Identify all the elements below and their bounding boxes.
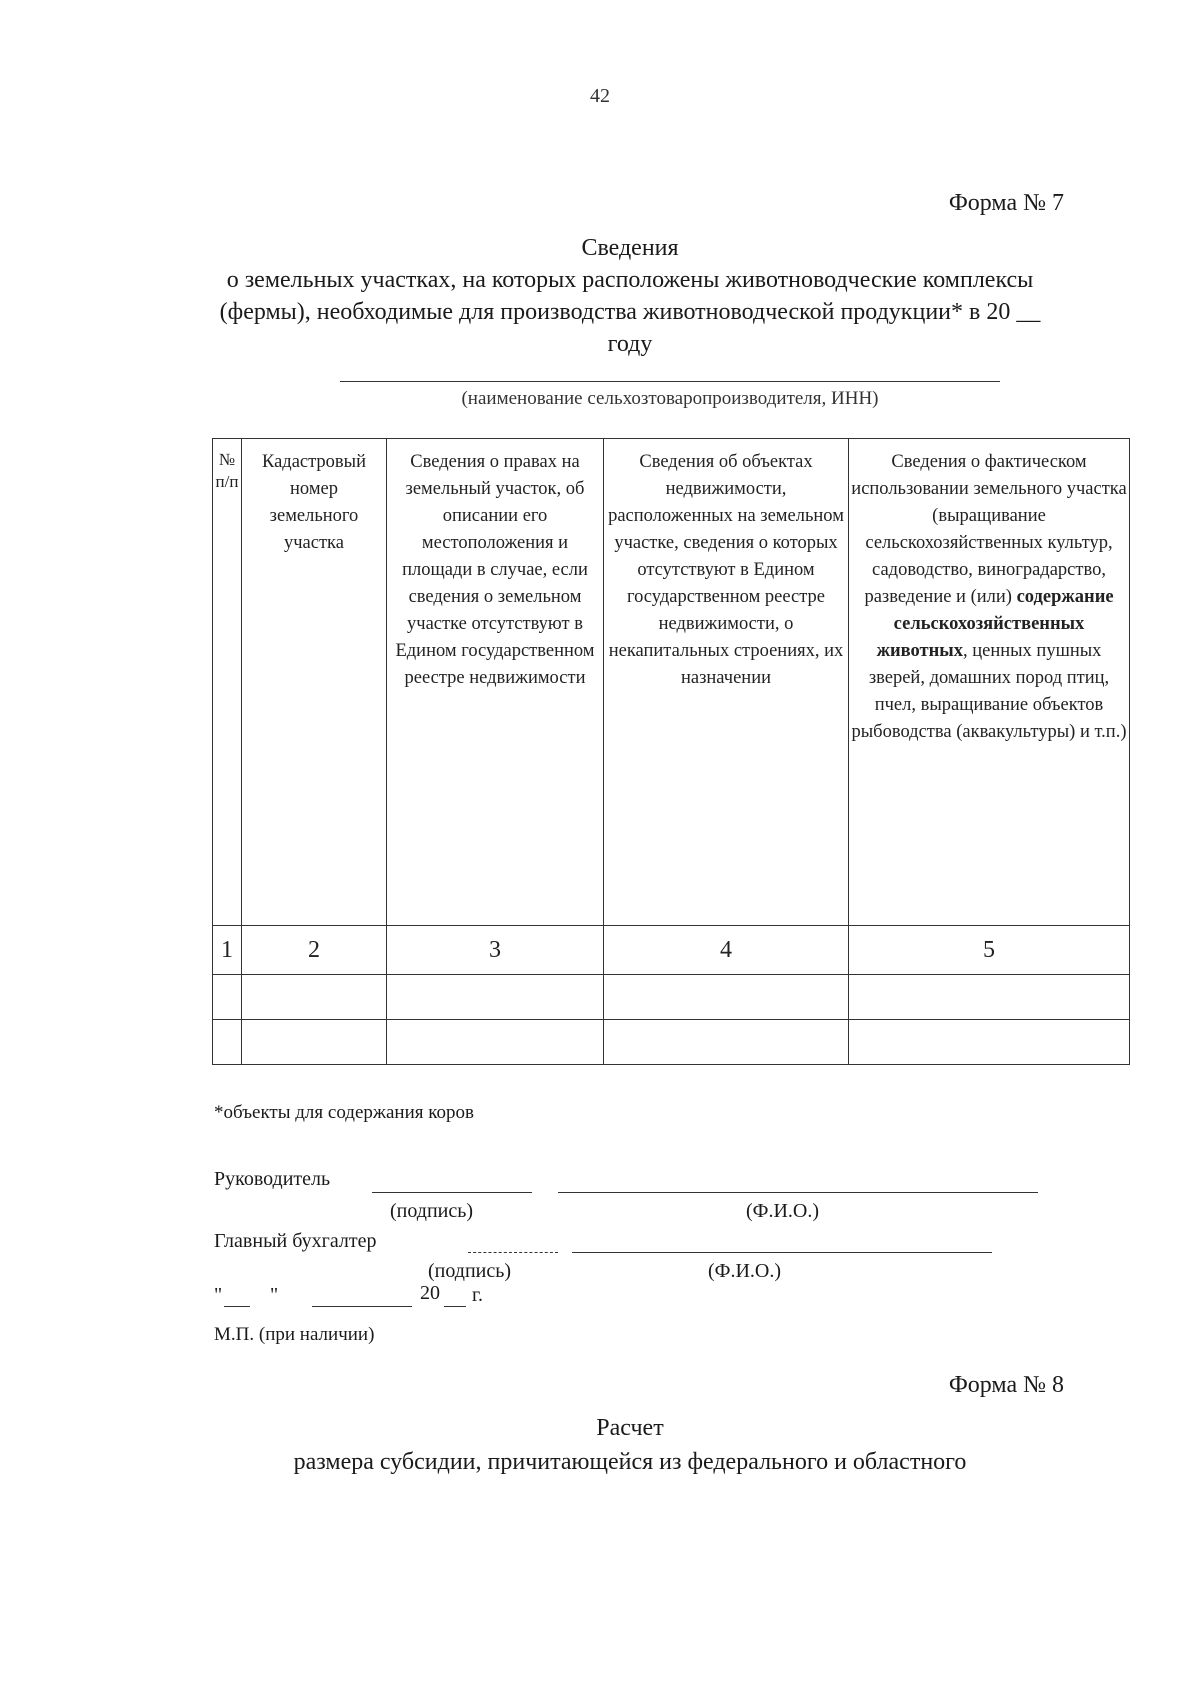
column-number-2: 2 bbox=[242, 926, 387, 975]
footnote: *объекты для содержания коров bbox=[214, 1102, 474, 1123]
table-cell[interactable] bbox=[242, 975, 387, 1020]
form-8-label: Форма № 8 bbox=[948, 1372, 1064, 1398]
table-cell[interactable] bbox=[604, 975, 849, 1020]
header-real-estate-info: Сведения об объектах недвижимости, расположенных на земельном участке, сведения о которых отсутствуют в Едином государственном реестре недвижимости, о некапитальных строениях, их назначении bbox=[604, 439, 849, 926]
table-cell[interactable] bbox=[849, 975, 1130, 1020]
column-number-5: 5 bbox=[849, 926, 1130, 975]
producer-caption: (наименование сельхозтоваропроизводителя, ИНН) bbox=[461, 388, 879, 409]
page-number: 42 bbox=[590, 85, 610, 107]
column-number-3: 3 bbox=[387, 926, 604, 975]
form-7-title: Сведения bbox=[581, 235, 679, 261]
form-8-title: Расчет bbox=[596, 1415, 664, 1441]
accountant-signature-line[interactable] bbox=[468, 1252, 558, 1253]
column-number-1: 1 bbox=[213, 926, 242, 975]
table-cell[interactable] bbox=[213, 1020, 242, 1065]
date-day-line[interactable] bbox=[224, 1306, 250, 1307]
head-signature-caption: (подпись) bbox=[390, 1200, 474, 1222]
head-label: Руководитель bbox=[214, 1168, 331, 1190]
table-cell[interactable] bbox=[849, 1020, 1130, 1065]
table-cell[interactable] bbox=[242, 1020, 387, 1065]
column-numbers-row bbox=[213, 926, 1130, 975]
date-year-prefix: 20 bbox=[420, 1282, 440, 1304]
table-cell[interactable] bbox=[604, 1020, 849, 1065]
accountant-signature-caption: (подпись) bbox=[428, 1260, 512, 1282]
table-row bbox=[213, 1020, 1130, 1065]
header-land-use-text-1: Сведения о фактическом использовании земельного участка (выращивание сельскохозяйственных культур, садоводство, виноградарство, разведение и (или) bbox=[851, 452, 1127, 607]
accountant-name-line[interactable] bbox=[572, 1252, 992, 1253]
head-name-line[interactable] bbox=[558, 1192, 1038, 1193]
date-quote-close: " bbox=[270, 1284, 279, 1306]
accountant-name-caption: (Ф.И.О.) bbox=[708, 1260, 782, 1282]
producer-name-line bbox=[340, 381, 1000, 382]
header-land-use-bold: содержание сельскохозяйственных животных bbox=[876, 587, 1114, 661]
date-quote-open: " bbox=[214, 1284, 223, 1306]
head-name-caption: (Ф.И.О.) bbox=[746, 1200, 820, 1222]
header-cadastral-number: Кадастровый номер земельного участка bbox=[242, 439, 387, 926]
table-cell[interactable] bbox=[213, 975, 242, 1020]
form-7-label: Форма № 7 bbox=[948, 190, 1064, 216]
date-suffix: г. bbox=[472, 1284, 483, 1306]
head-signature-line[interactable] bbox=[372, 1192, 532, 1193]
date-year-line[interactable] bbox=[444, 1306, 466, 1307]
header-number: № п/п bbox=[213, 439, 242, 926]
header-land-use-text-2: , ценных пушных зверей, домашних пород птиц, пчел, выращивание объектов рыбоводства (аквакультуры) и т.п.) bbox=[851, 641, 1127, 742]
form-8-subtitle: размера субсидии, причитающейся из федерального и областного bbox=[293, 1449, 967, 1475]
table-cell[interactable] bbox=[387, 975, 604, 1020]
column-number-4: 4 bbox=[604, 926, 849, 975]
form-7-subtitle: о земельных участках, на которых расположены животноводческие комплексы (фермы), необходимые для производства животноводческой продукции* в 20 __ году bbox=[219, 267, 1041, 357]
date-month-line[interactable] bbox=[312, 1306, 412, 1307]
table-cell[interactable] bbox=[387, 1020, 604, 1065]
seal-note: М.П. (при наличии) bbox=[214, 1324, 375, 1345]
table-header-row bbox=[213, 439, 1130, 926]
table-row bbox=[213, 975, 1130, 1020]
header-land-use-info bbox=[849, 439, 1130, 926]
chief-accountant-label: Главный бухгалтер bbox=[214, 1230, 377, 1252]
header-rights-info: Сведения о правах на земельный участок, об описании его местоположения и площади в случае, если сведения о земельном участке отсутствуют в Едином государственном реестре недвижимости bbox=[387, 439, 604, 926]
land-plots-table bbox=[212, 438, 1130, 1065]
